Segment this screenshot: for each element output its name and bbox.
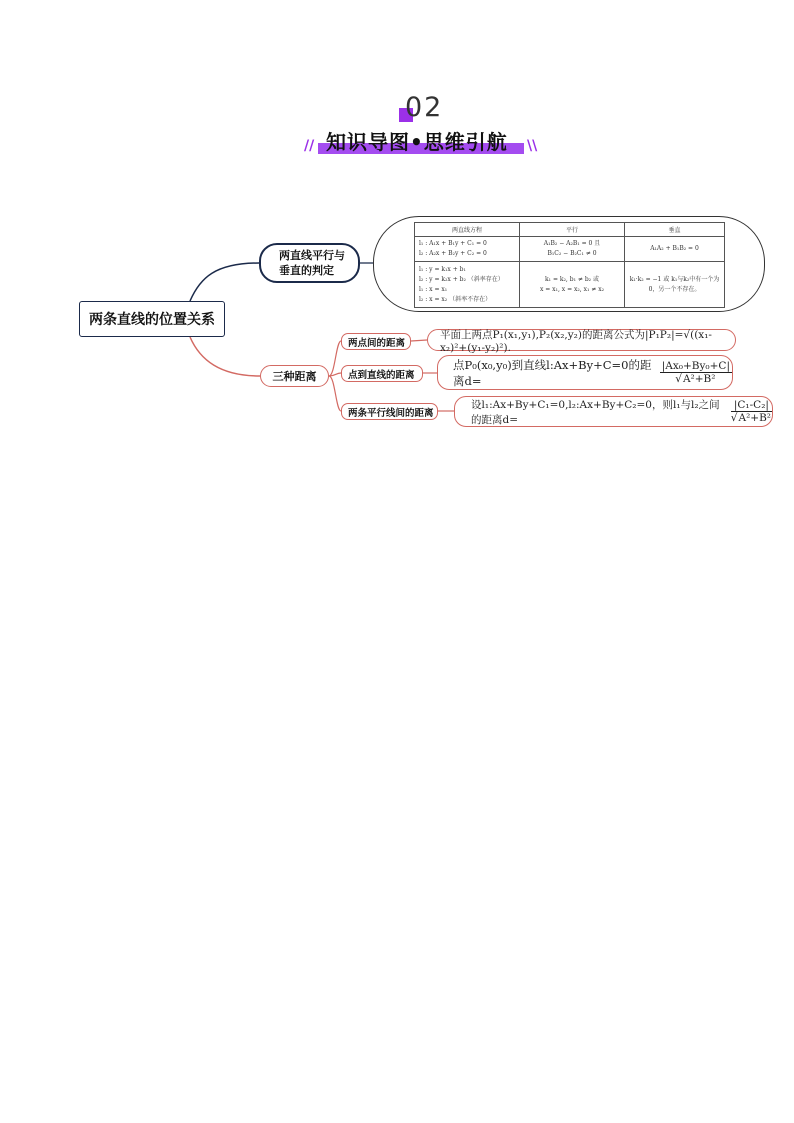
formula-parallel-lines-text: 设l₁:Ax+By+C₁=0,l₂:Ax+By+C₂=0，则l₁与l₂之间的距离d= (471, 398, 720, 426)
table-header-row (415, 223, 725, 237)
table-header-equation: 两直线方程 (415, 223, 520, 237)
table-header-perpendicular: 垂直 (625, 223, 725, 237)
fraction-denominator: √A²+B² (675, 373, 716, 385)
right-slash-decoration: \\ (527, 138, 538, 154)
line-relation-table (414, 222, 725, 308)
table-cell: l₁ : A₁x + B₁y + C₁ = 0 l₂ : A₂x + B₂y + C₂ = 0 (415, 237, 520, 262)
connector-d1-formula (411, 340, 427, 341)
connector-branch2-distances (329, 341, 341, 411)
table-row (415, 262, 725, 308)
left-slash-decoration: // (304, 138, 315, 154)
formula-two-points-text: 平面上两点P₁(x₁,y₁),P₂(x₂,y₂)的距离公式为|P₁P₂|=√((x₁-x₂)²+(y₁-y₂)²). (440, 328, 712, 354)
root-node: 两条直线的位置关系 (79, 301, 225, 337)
table-cell: l₁ : y = k₁x + b₁ l₂ : y = k₂x + b₂ （斜率存在） l₁ : x = x₁ l₂ : x = x₂ （斜率不存在） (415, 262, 520, 308)
connector-root-branch1 (190, 263, 259, 301)
table-cell: A₁A₂ + B₁B₂ = 0 (625, 237, 725, 262)
branch1-label-line1: 两直线平行与 (279, 249, 345, 262)
section-number: 02 (405, 92, 444, 123)
distance-parallel-lines-node: 两条平行线间的距离 (341, 403, 438, 420)
formula-parallel-lines-fraction (731, 399, 772, 424)
table-cell: k₁·k₂ = −1 或 k₁与k₂中有一个为 0，另一个不存在。 (625, 262, 725, 308)
table-row (415, 237, 725, 262)
fraction-numerator: |C₁-C₂| (731, 399, 772, 412)
fraction-denominator: √A²+B² (730, 412, 771, 424)
table-cell: k₁ = k₂, b₁ ≠ b₂ 或 x = x₁, x = x₂, x₁ ≠ x₂ (520, 262, 625, 308)
distance-point-line-node: 点到直线的距离 (341, 365, 423, 382)
branch1-label-line2: 垂直的判定 (279, 264, 334, 277)
formula-parallel-lines (454, 396, 773, 427)
connector-root-branch2 (190, 337, 260, 376)
distance-two-points-node: 两点间的距离 (341, 333, 411, 350)
formula-two-points (427, 328, 736, 354)
branch-three-distances: 三种距离 (260, 365, 329, 387)
table-cell: A₁B₂ − A₂B₁ = 0 且 B₁C₂ − B₂C₁ ≠ 0 (520, 237, 625, 262)
section-title: 知识导图•思维引航 (326, 130, 508, 154)
branch-parallel-perpendicular (259, 243, 360, 283)
formula-point-line (437, 355, 733, 390)
formula-point-line-fraction (660, 360, 732, 385)
fraction-numerator: |Ax₀+By₀+C| (661, 360, 730, 372)
formula-point-line-text: 点P₀(x₀,y₀)到直线l:Ax+By+C=0的距离d= (453, 357, 652, 388)
table-header-parallel: 平行 (520, 223, 625, 237)
